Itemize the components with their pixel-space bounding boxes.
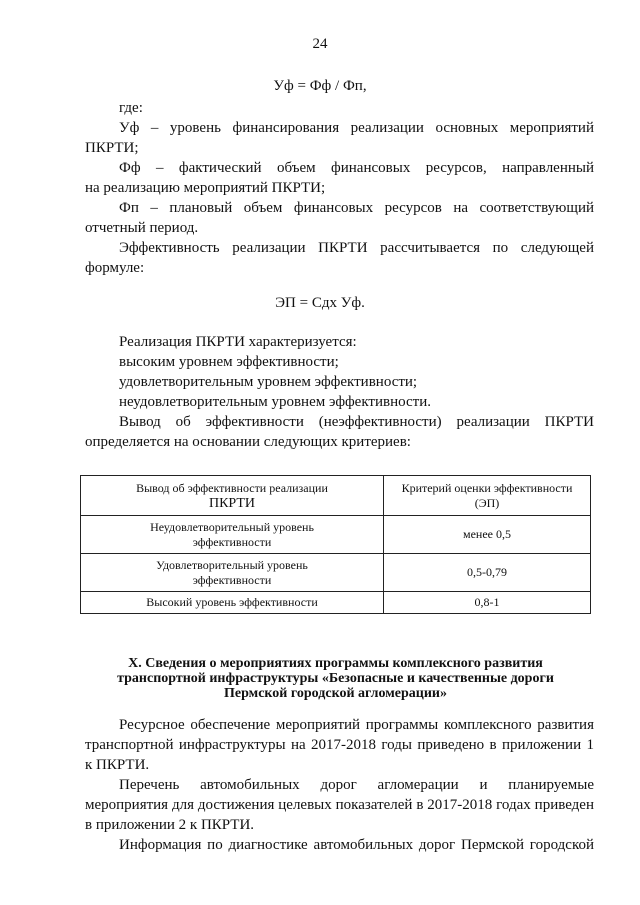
para3-line1: Информация по диагностике автомобильных дорог Пермской городской bbox=[119, 837, 594, 853]
para1-line1: Ресурсное обеспечение мероприятий программы комплексного развития bbox=[119, 717, 594, 733]
section-heading-line3: Пермской городской агломерации» bbox=[224, 686, 447, 701]
para2-line3: в приложении 2 к ПКРТИ. bbox=[85, 817, 255, 833]
header-conclusion-line2: ПКРТИ bbox=[208, 495, 256, 511]
formula-efficiency: ЭП = Сдх Уф. bbox=[275, 295, 365, 311]
row-label-cell bbox=[81, 516, 384, 554]
table-header-row bbox=[81, 476, 591, 516]
definition-ff-line1: Фф – фактический объем финансовых ресурсов, направленный bbox=[119, 160, 594, 176]
definition-uf-line1: Уф – уровень финансирования реализации основных мероприятий bbox=[119, 120, 594, 136]
table-row bbox=[81, 554, 591, 592]
row-value-cell: менее 0,5 bbox=[384, 516, 591, 554]
efficiency-line2: формуле: bbox=[85, 260, 145, 276]
header-criterion-line2: (ЭП) bbox=[474, 495, 500, 510]
definition-ff-line2: на реализацию мероприятий ПКРТИ; bbox=[85, 180, 326, 196]
page-number: 24 bbox=[312, 36, 328, 52]
row-label-line1: Высокий уровень эффективности bbox=[146, 595, 318, 609]
row-value-cell: 0,5-0,79 bbox=[384, 554, 591, 592]
row-label-line1: Удовлетворительный уровень bbox=[156, 557, 308, 572]
criteria-table bbox=[80, 475, 591, 614]
header-criterion-cell bbox=[384, 476, 591, 516]
header-conclusion-cell bbox=[81, 476, 384, 516]
definition-fp-line1: Фп – плановый объем финансовых ресурсов на соответствующий bbox=[119, 200, 594, 216]
header-criterion-line1: Критерий оценки эффективности bbox=[401, 480, 573, 495]
efficiency-line1: Эффективность реализации ПКРТИ рассчитывается по следующей bbox=[119, 240, 594, 256]
section-heading-line2: транспортной инфраструктуры «Безопасные и качественные дороги bbox=[117, 671, 554, 686]
header-conclusion-line1: Вывод об эффективности реализации bbox=[136, 480, 328, 495]
row-label-line2: эффективности bbox=[192, 572, 272, 587]
section-heading bbox=[80, 656, 591, 701]
definition-fp-line2: отчетный период. bbox=[85, 220, 199, 236]
row-label-cell bbox=[81, 554, 384, 592]
table-row bbox=[81, 516, 591, 554]
definition-uf-line2: ПКРТИ; bbox=[85, 140, 139, 156]
conclusion-line1: Вывод об эффективности (неэффективности) реализации ПКРТИ bbox=[119, 414, 594, 430]
para1-line2: транспортной инфраструктуры на 2017-2018 годы приведено в приложении 1 bbox=[85, 737, 594, 753]
characterized-text: Реализация ПКРТИ характеризуется: bbox=[119, 334, 357, 350]
conclusion-line2: определяется на основании следующих критериев: bbox=[85, 434, 411, 450]
formula-financing-level: Уф = Фф / Фп, bbox=[273, 78, 367, 94]
para2-line1: Перечень автомобильных дорог агломерации и планируемые bbox=[119, 777, 594, 793]
table-row bbox=[81, 592, 591, 614]
level-unsatisfactory: неудовлетворительным уровнем эффективности. bbox=[119, 394, 431, 410]
level-satisfactory: удовлетворительным уровнем эффективности; bbox=[119, 374, 418, 390]
where-label: где: bbox=[119, 100, 143, 116]
para2-line2: мероприятия для достижения целевых показателей в 2017-2018 годах приведен bbox=[85, 797, 594, 813]
level-high: высоким уровнем эффективности; bbox=[119, 354, 339, 370]
section-heading-line1: X. Сведения о мероприятиях программы комплексного развития bbox=[128, 656, 543, 671]
para1-line3: к ПКРТИ. bbox=[85, 757, 150, 773]
row-label-line1: Неудовлетворительный уровень bbox=[150, 519, 314, 534]
row-label-cell bbox=[81, 592, 384, 614]
row-value-cell: 0,8-1 bbox=[384, 592, 591, 614]
row-label-line2: эффективности bbox=[192, 534, 272, 549]
